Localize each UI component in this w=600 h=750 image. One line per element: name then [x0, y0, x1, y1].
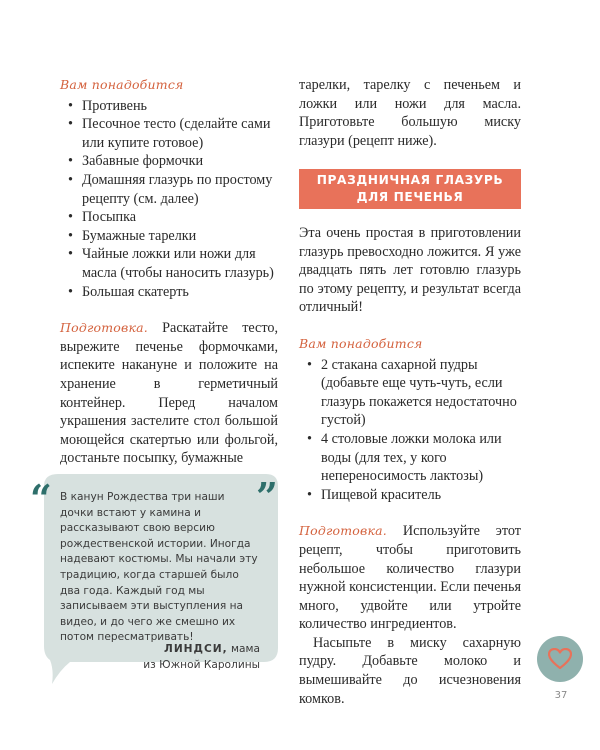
- list-item: • Противень: [60, 97, 278, 116]
- page-number: 37: [554, 690, 568, 701]
- list-item: • Забавные формочки: [60, 152, 278, 171]
- quote-author: [90, 642, 260, 673]
- prep-text: Раскатайте тесто, вырежите печенье формочками, испеките накануне и положите на хранение в герметичный контейнер. Перед началом украшения застелите стол большой моющейся скатертью или фольгой, достаньте посыпку, бумажные: [60, 320, 278, 467]
- banner-line: ПРАЗДНИЧНАЯ ГЛАЗУРЬ: [316, 173, 504, 187]
- list-item: • Большая скатерть: [60, 283, 278, 302]
- prep-paragraph: [60, 319, 278, 468]
- heart-icon: [548, 648, 572, 670]
- needs-list: [60, 97, 278, 302]
- list-item: • 2 стакана сахарной пудры (добавьте еще чуть-чуть, если глазурь покажется недостаточно густой): [299, 356, 521, 430]
- author-name: ЛИНДСИ,: [164, 643, 228, 655]
- list-item: • Чайные ложки или ножи для масла (чтобы наносить глазурь): [60, 245, 278, 282]
- open-quote-icon: “: [30, 476, 52, 521]
- close-quote-icon: ”: [256, 474, 278, 519]
- needs-heading: Вам понадобится: [60, 77, 184, 92]
- final-paragraph: Насыпьте в миску сахарную пудру. Добавьте молоко и вымешивайте до исчезновения комков.: [299, 634, 521, 707]
- author-place: из Южной Каролины: [143, 658, 260, 671]
- prep-text: Используйте этот рецепт, чтобы приготовить небольшое количество глазури нужной консистенции. Если печенья много, удвойте или утройте количество ингредиентов.: [299, 523, 521, 633]
- recipe-intro: Эта очень простая в приготовлении глазурь превосходно ложится. Я уже двадцать пять лет готовлю глазурь по этому рецепту, и результат всегда отличный!: [299, 225, 521, 316]
- quote-text: В канун Рождества три наши дочки встают у камина и рассказывают свою версию рождественской истории. Иногда надевают костюмы. Мы начали эту традицию, когда старшей было два года. Каждый год мы записываем эти выступления на видео, и до чего же смешно их потом пересматривать!: [60, 491, 258, 644]
- list-item: • Пищевой краситель: [299, 486, 521, 505]
- prep-paragraph: [299, 522, 521, 634]
- recipe-title-banner: [299, 169, 521, 209]
- list-item: • Домашняя глазурь по простому рецепту (см. далее): [60, 171, 278, 208]
- testimonial-quote: [30, 470, 280, 680]
- list-item: • 4 столовые ложки молока или воды (для тех, у кого непереносимость лактозы): [299, 430, 521, 486]
- prep-heading: Подготовка.: [60, 320, 148, 336]
- left-column: [60, 76, 278, 468]
- list-item: • Песочное тесто (сделайте сами или купите готовое): [60, 115, 278, 152]
- right-column-top: [299, 76, 521, 150]
- author-role: мама: [227, 643, 260, 655]
- list-item: • Посыпка: [60, 208, 278, 227]
- right-column-main: [299, 224, 521, 708]
- needs-list: [299, 356, 521, 505]
- banner-line: ДЛЯ ПЕЧЕНЬЯ: [356, 190, 464, 204]
- heart-badge: [537, 636, 583, 682]
- list-item: • Бумажные тарелки: [60, 227, 278, 246]
- prep-heading: Подготовка.: [299, 523, 387, 539]
- continuation-text: тарелки, тарелку с печеньем и ложки или ножи для масла. Приготовьте большую миску глазури (рецепт ниже).: [299, 77, 521, 149]
- needs-heading: Вам понадобится: [299, 335, 423, 351]
